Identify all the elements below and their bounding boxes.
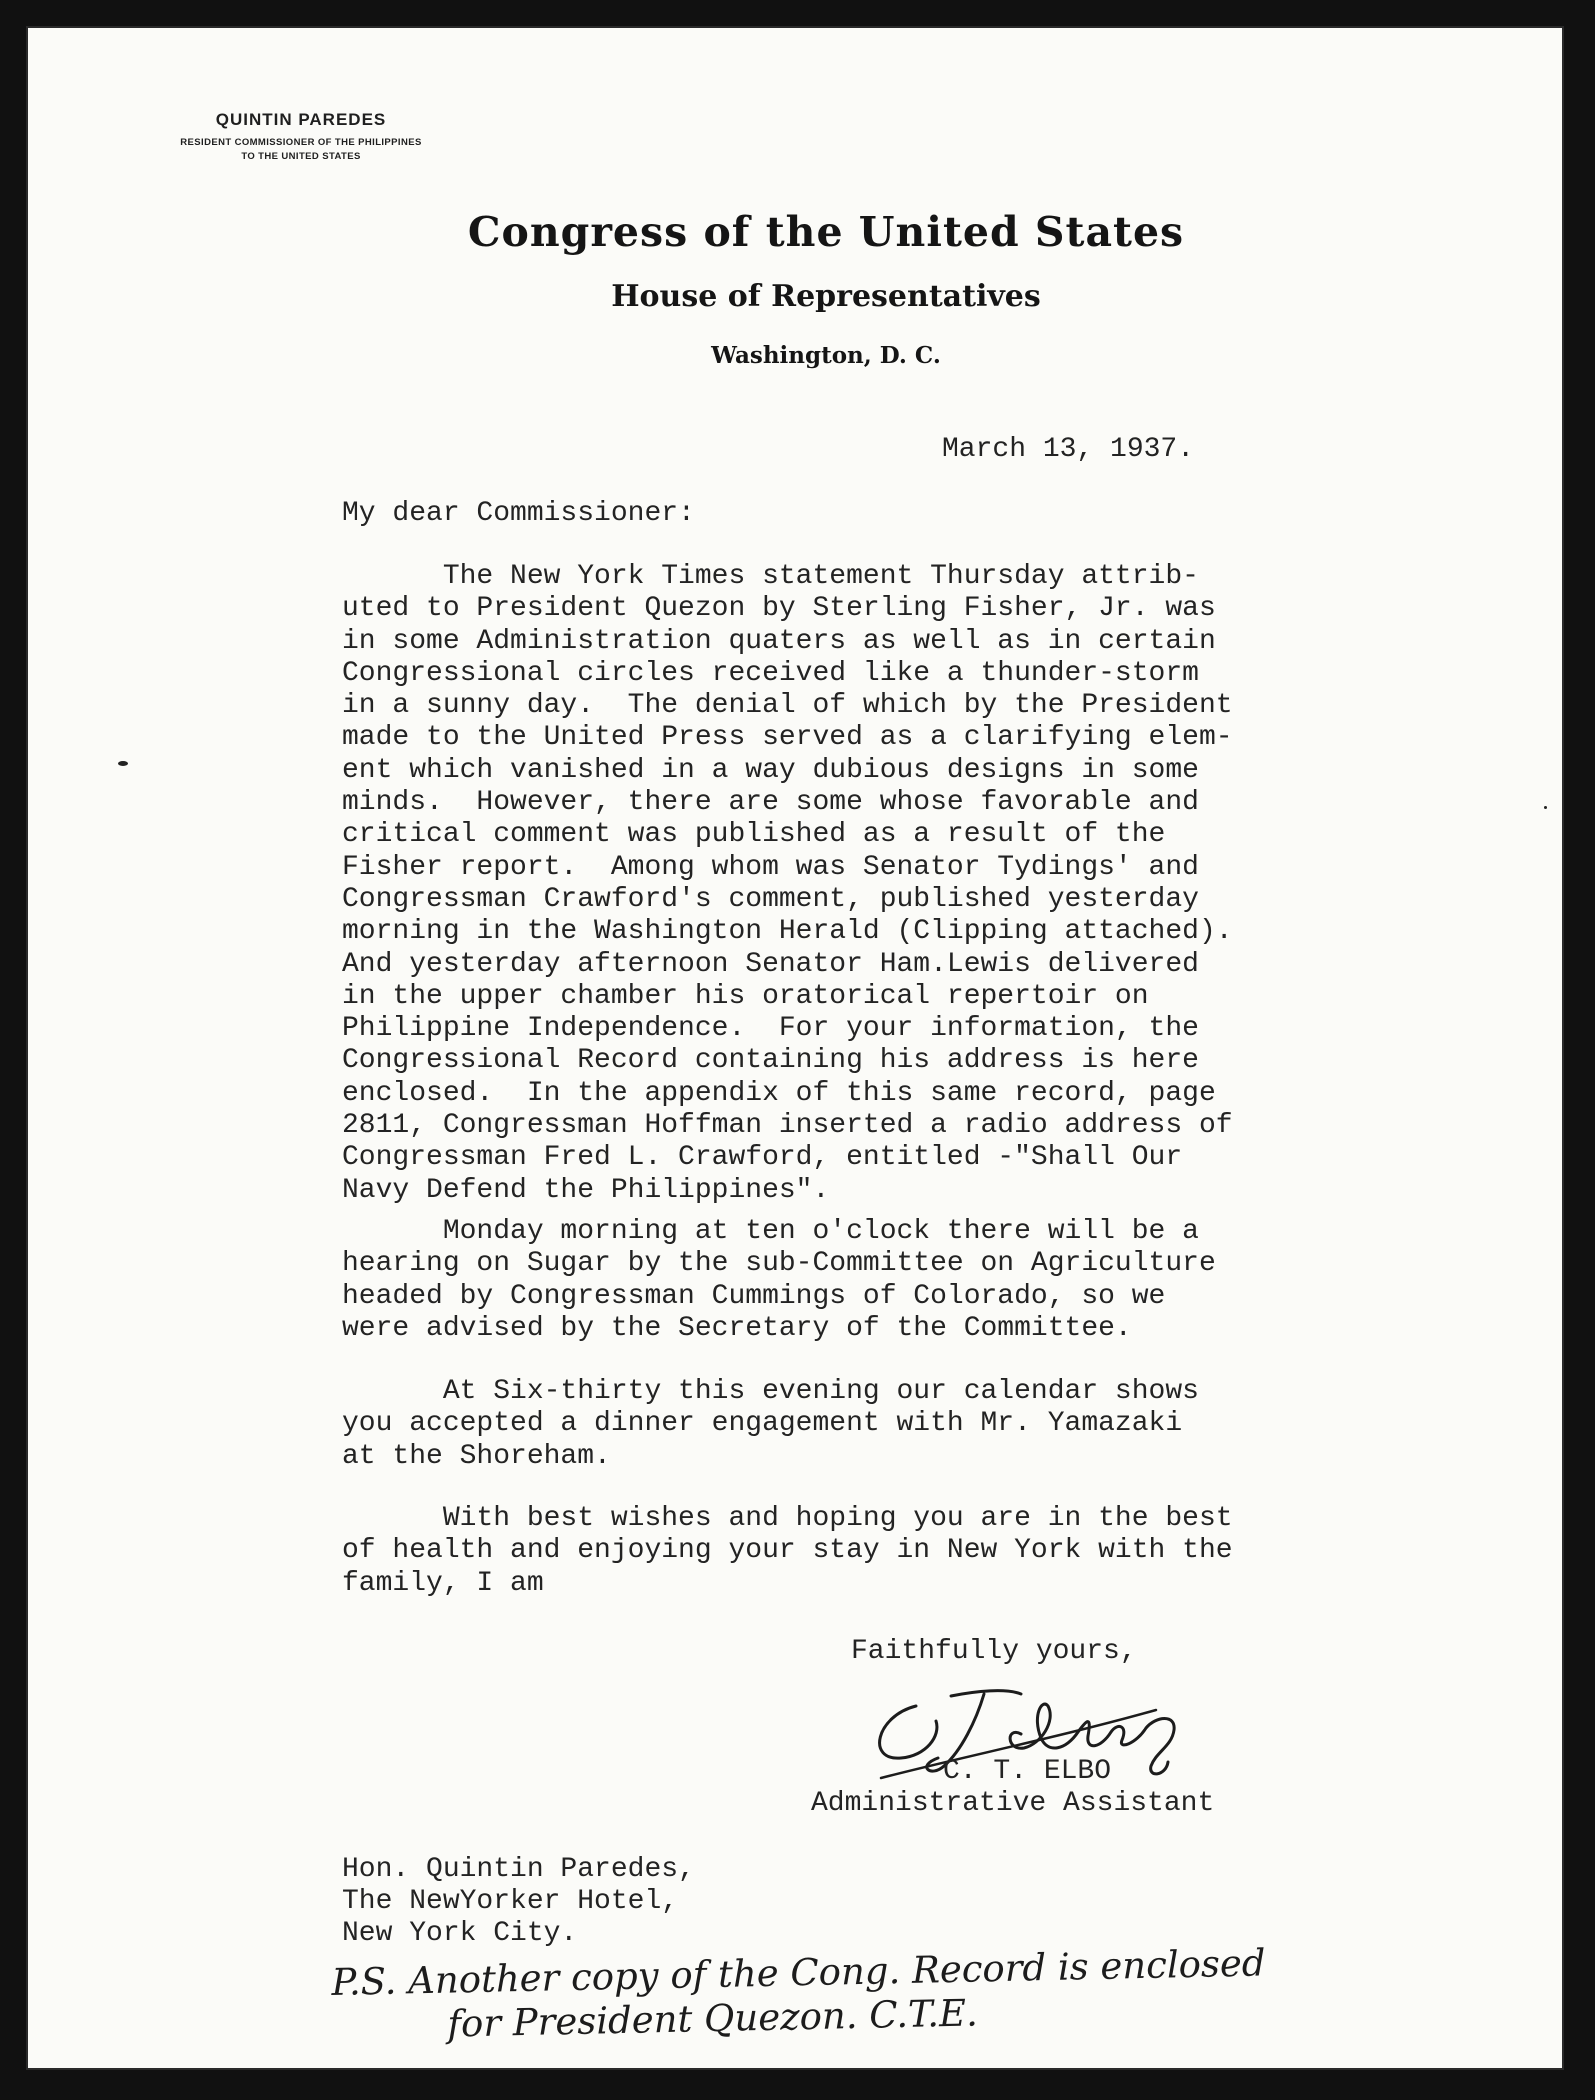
text-line: enclosed. In the appendix of this same record, page <box>342 1077 1216 1109</box>
text-line: Congressman Crawford's comment, published yesterday <box>342 883 1199 915</box>
text-line: in the upper chamber his oratorical repertoir on <box>342 980 1149 1012</box>
text-line: in a sunny day. The denial of which by the President <box>342 690 1233 722</box>
text-line: minds. However, there are some whose favorable and <box>342 787 1199 819</box>
text-line: Navy Defend the Philippines". <box>342 1174 830 1206</box>
text-line: at the Shoreham. <box>342 1440 611 1472</box>
text-line: critical comment was published as a result of the <box>342 819 1166 851</box>
letter-page <box>26 26 1564 2070</box>
signer-title: Administrative Assistant <box>811 1788 1215 1819</box>
text-line: in some Administration quaters as well as in certain <box>342 625 1216 657</box>
ink-speck <box>1544 806 1547 809</box>
text-line: were advised by the Secretary of the Committee. <box>342 1312 1132 1344</box>
text-line: Philippine Independence. For your information, the <box>342 1013 1199 1045</box>
sender-block <box>111 110 491 164</box>
sender-title-line1: RESIDENT COMMISSIONER OF THE PHILIPPINES <box>180 137 422 148</box>
ink-speck <box>118 761 128 766</box>
signer-name: C. T. ELBO <box>943 1756 1112 1787</box>
address-line: Hon. Quintin Paredes, <box>342 1854 695 1885</box>
text-line: headed by Congressman Cummings of Colorado, so we <box>342 1280 1166 1312</box>
text-line: At Six-thirty this evening our calendar shows <box>342 1376 1199 1407</box>
text-line: 2811, Congressman Hoffman inserted a radio address of <box>342 1110 1233 1142</box>
text-line: ent which vanished in a way dubious designs in some <box>342 754 1199 786</box>
text-line: The New York Times statement Thursday attrib- <box>342 561 1199 592</box>
text-line: Congressional circles received like a thunder-storm <box>342 657 1199 689</box>
text-line: morning in the Washington Herald (Clipping attached). <box>342 916 1233 948</box>
address-line: The NewYorker Hotel, <box>342 1886 679 1917</box>
text-line: Monday morning at ten o'clock there will be a <box>342 1216 1199 1247</box>
letterhead-congress: Congress of the United States <box>467 208 1185 256</box>
text-line: Congressman Fred L. Crawford, entitled -"Shall Our <box>342 1142 1183 1174</box>
text-line: With best wishes and hoping you are in the best <box>342 1503 1233 1534</box>
postscript-line: P.S. Another copy of the Cong. Record is enclosed <box>331 1941 1266 2004</box>
paragraph-2 <box>342 1216 1216 1345</box>
salutation: My dear Commissioner: <box>342 498 695 529</box>
text-line: family, I am <box>342 1567 544 1599</box>
sender-title-line2: TO THE UNITED STATES <box>241 151 361 162</box>
text-line: you accepted a dinner engagement with Mr. Yamazaki <box>342 1408 1183 1440</box>
paragraph-3 <box>342 1376 1199 1473</box>
text-line: hearing on Sugar by the sub-Committee on Agriculture <box>342 1248 1216 1280</box>
sender-title <box>111 136 491 164</box>
text-line: And yesterday afternoon Senator Ham.Lewis delivered <box>342 948 1199 980</box>
letterhead-city: Washington, D. C. <box>711 342 941 369</box>
address-line: New York City. <box>342 1918 578 1949</box>
text-line: made to the United Press served as a clarifying elem- <box>342 722 1233 754</box>
recipient-address <box>342 1854 695 1950</box>
handwritten-postscript <box>331 1941 1267 2049</box>
postscript-line: for President Quezon. C.T.E. <box>446 1991 979 2046</box>
letter-date: March 13, 1937. <box>942 434 1195 465</box>
text-line: Congressional Record containing his address is here <box>342 1045 1199 1077</box>
paragraph-4 <box>342 1503 1233 1600</box>
paragraph-1 <box>342 561 1233 1207</box>
text-line: uted to President Quezon by Sterling Fisher, Jr. was <box>342 593 1216 625</box>
sender-name: QUINTIN PAREDES <box>215 110 387 129</box>
closing: Faithfully yours, <box>851 1636 1137 1667</box>
text-line: Fisher report. Among whom was Senator Tydings' and <box>342 851 1199 883</box>
letterhead-house: House of Representatives <box>611 279 1041 314</box>
text-line: of health and enjoying your stay in New York with the <box>342 1535 1233 1567</box>
